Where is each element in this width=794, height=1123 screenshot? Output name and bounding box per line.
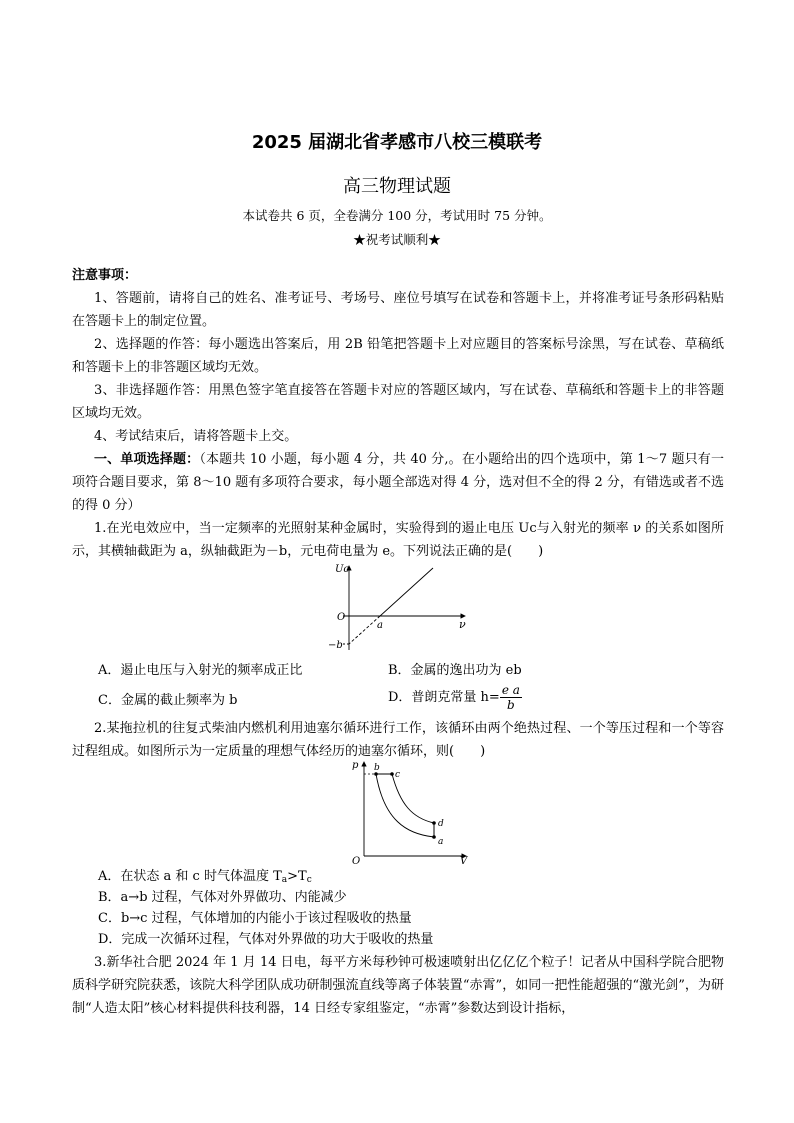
note-item-2: 2、选择题的作答：每小题选出答案后，用 2B 铅笔把答题卡上对应题目的答案标号涂黑，写在试卷、草稿纸和答题卡上的非答题区域均无效。	[72, 337, 724, 375]
q2-option-a-mid: >T	[287, 869, 307, 884]
q1-y-label: Uc	[335, 564, 350, 575]
section1-text	[72, 448, 724, 517]
q2-option-a-sub1: a	[281, 875, 288, 885]
q1-stem: 1.在光电效应中，当一定频率的光照射某种金属时，实验得到的遏止电压 Uc与入射光的频率 ν 的关系如图所示，其横轴截距为 a，纵轴截距为－b，元电荷电量为 e。下列说法正确的是( )	[72, 521, 724, 559]
q2-y-label: p	[352, 760, 359, 771]
q1-option-d	[388, 683, 522, 712]
q2-point-a: a	[438, 837, 444, 847]
note-item-3: 3、非选择题作答：用黑色签字笔直接答在答题卡对应的答题区域内，写在试卷、草稿纸和答题卡上的非答题区域均无效。	[72, 383, 724, 421]
q2-stem: 2.某拖拉机的往复式柴油内燃机利用迪塞尔循环进行工作，该循环由两个绝热过程、一个等压过程和一个等容过程组成。如图所示为一定质量的理想气体经历的迪塞尔循环，则( )	[72, 721, 724, 759]
exam-title: 2025 届湖北省孝感市八校三模联考	[251, 132, 543, 153]
q2-option-c: C．b→c 过程，气体增加的内能小于该过程吸收的热量	[98, 911, 412, 926]
q2-origin: O	[352, 856, 361, 866]
q2-point-d: d	[438, 819, 444, 829]
q1-option-a: A．遏止电压与入射光的频率成正比	[98, 663, 303, 678]
q1-graph	[325, 560, 475, 656]
q2-graph	[348, 758, 472, 866]
section1-heading: 一、单项选择题：	[94, 452, 200, 467]
q1-option-d-numerator: e a	[501, 683, 520, 697]
q1-option-d-denominator: b	[507, 698, 515, 712]
q1-option-d-prefix: D．普朗克常量 h=	[388, 690, 500, 705]
q1-option-b: B．金属的逸出功为 eb	[388, 663, 522, 678]
exam-info: 本试卷共 6 页，全卷满分 100 分，考试用时 75 分钟。	[242, 208, 552, 223]
q1-y-intercept: −b	[328, 640, 343, 651]
q2-option-a-text: A．在状态 a 和 c 时气体温度 T	[98, 869, 282, 884]
q1-option-c: C．金属的截止频率为 b	[98, 693, 238, 708]
q1-origin: O	[337, 612, 346, 623]
q1-option-d-fraction	[500, 683, 522, 712]
q2-option-a	[98, 867, 312, 890]
exam-subtitle: 高三物理试题	[343, 176, 451, 197]
q1-x-intercept: a	[377, 620, 383, 631]
q2-option-d: D．完成一次循环过程，气体对外界做的功大于吸收的热量	[98, 932, 434, 947]
notes-heading: 注意事项：	[72, 268, 138, 283]
q2-point-b: b	[374, 763, 380, 773]
q1-x-label: ν	[459, 618, 466, 631]
q2-point-c: c	[395, 770, 401, 780]
q3-stem: 3.新华社合肥 2024 年 1 月 14 日电，每平方米每秒钟可极速喷射出亿亿亿个粒子！记者从中国科学院合肥物质科学研究院获悉，该院大科学团队成功研制强流直线等离子体装置“赤霄”，如同一把性能超强的“激光剑”，为研制“人造太阳”核心材料提供科技利器，14 日经专家组鉴定，“赤霄”参数达到设计指标，	[72, 955, 724, 1016]
q2-x-label: V	[460, 856, 468, 866]
exam-wish: ★祝考试顺利★	[353, 232, 441, 247]
note-item-1: 1、答题前，请将自己的姓名、准考证号、考场号、座位号填写在试卷和答题卡上，并将准考证号条形码粘贴在答题卡上的制定位置。	[72, 291, 724, 329]
section1-desc: （本题共 10 小题，每小题 4 分，共 40 分,。在小题给出的四个选项中，第 1～7 题只有一项符合题目要求，第 8～10 题有多项符合要求，每小题全部选对得 4 分，选对但不全的得 2 分，有错选或者不选的得 0 分）	[72, 452, 724, 513]
note-item-4: 4、考试结束后，请将答题卡上交。	[94, 429, 298, 444]
q2-option-b: B．a→b 过程，气体对外界做功、内能减少	[98, 890, 347, 905]
q2-option-a-sub2: c	[306, 875, 312, 885]
